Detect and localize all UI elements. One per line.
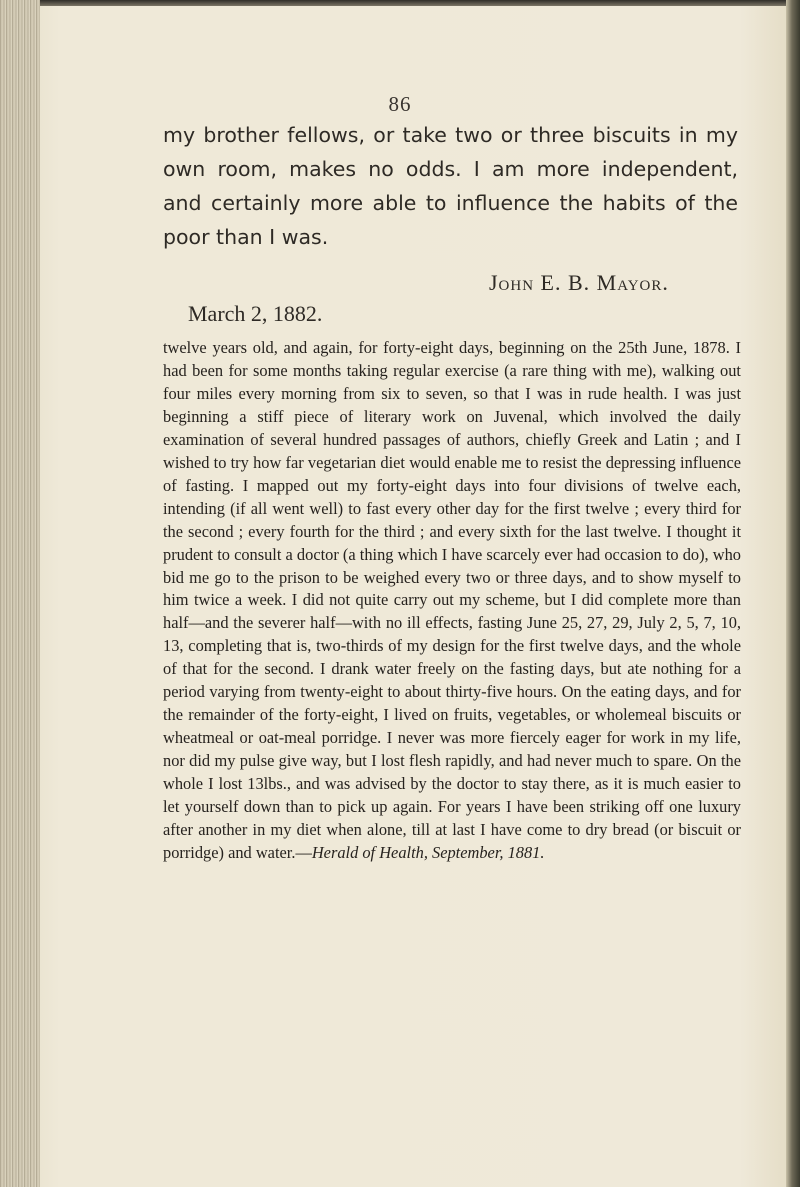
page-top-edge [40, 0, 786, 6]
page-right-edge [786, 0, 800, 1187]
quoted-paragraph [163, 337, 741, 865]
letter-signature: John E. B. Mayor. [489, 270, 669, 295]
page-number: 86 [388, 92, 412, 116]
quote-body: twelve years old, and again, for forty-eight days, beginning on the 25th June, 1878. I had been for some months taking regular exercise (a rare thing with me), walking out four miles every morning from six to seven, so that I was in rude health. I was just beginning a stiff piece of literary work on Juvenal, which involved the daily examination of several hundred passages of authors, chiefly Greek and Latin ; and I wished to try how far vegetarian diet would enable me to resist the depressing influence of fasting. I mapped out my forty-eight days into four divisions of twelve each, intending (if all went well) to fast every other day for the first twelve ; every third for the second ; every fourth for the third ; and every sixth for the last twelve. I thought it prudent to consult a doctor (a thing which I have scarcely ever had occasion to do), who bid me go to the prison to be weighed every two or three days, and to show myself to him twice a week. I did not quite carry out my scheme, but I did complete more than half—and the severer half—with no ill effects, fasting June 25, 27, 29, July 2, 5, 7, 10, 13, completing that is, two-thirds of my design for the first twelve days, and the whole of that for the second. I drank water freely on the fasting days, but ate nothing for a period varying from twenty-eight to about thirty-five hours. On the eating days, and for the remainder of the forty-eight, I lived on fruits, vegetables, or wholemeal biscuits or wheatmeal or oat-meal porridge. I never was more fiercely eager for work in my life, nor did my pulse give way, but I lost flesh rapidly, and had never much to spare. On the whole I lost 13lbs., and was advised by the doctor to stay there, as it is much easier to let yourself down than to pick up again. For years I have been striking off one luxury after another in my diet when alone, till at last I have come to dry bread (or biscuit or porridge) and water. [163, 338, 741, 862]
quote-source: Herald of Health, September, 1881. [311, 842, 545, 862]
letter-paragraph: my brother fellows, or take two or three biscuits in my own room, makes no odds. I am more independent, and certainly more able to influence the habits of the poor than I was. [163, 123, 738, 249]
quote-source-dash: — [295, 842, 312, 862]
book-spine-edge [0, 0, 40, 1187]
letter-date: March 2, 1882. [188, 301, 323, 326]
